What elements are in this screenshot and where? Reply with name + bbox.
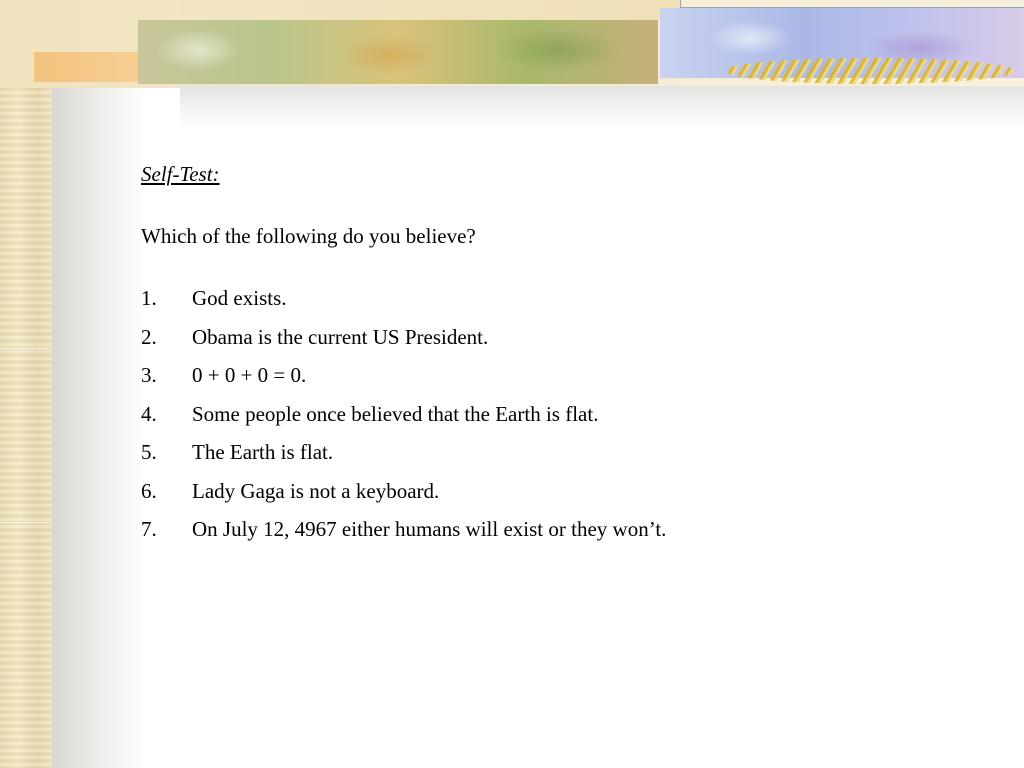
item-number: 4. <box>141 401 157 426</box>
item-text: God exists. <box>192 286 287 310</box>
item-number: 2. <box>141 324 157 349</box>
slide-content <box>141 160 1001 541</box>
banner-grass-image <box>725 58 1015 84</box>
item-number: 5. <box>141 440 157 464</box>
list-item <box>141 477 666 516</box>
item-text: Lady Gaga is not a keyboard. <box>192 478 440 503</box>
slide-intro: Which of the following do you believe? <box>141 224 476 248</box>
strip-seam <box>0 522 52 523</box>
top-shadow <box>180 86 1024 131</box>
item-number: 6. <box>141 478 157 503</box>
list-item <box>141 438 666 477</box>
list-item <box>141 400 666 439</box>
banner-leaves-image <box>138 20 658 84</box>
strip-seam <box>0 348 52 349</box>
banner-rule <box>680 0 681 8</box>
item-text: The Earth is flat. <box>192 440 334 464</box>
item-text: Some people once believed that the Earth is flat. <box>192 401 599 426</box>
item-text: 0 + 0 + 0 = 0. <box>192 363 307 387</box>
list-item <box>141 515 666 554</box>
item-number: 1. <box>141 286 157 310</box>
left-parchment-strip <box>0 0 52 768</box>
left-shadow <box>52 88 147 768</box>
slide-heading: Self-Test: <box>141 162 220 186</box>
belief-list <box>141 284 666 554</box>
item-text: On July 12, 4967 either humans will exist or they won’t. <box>192 517 667 541</box>
banner-rule <box>680 7 1024 8</box>
list-item <box>141 361 666 400</box>
item-text: Obama is the current US President. <box>192 324 489 349</box>
list-item <box>141 284 666 323</box>
item-number: 7. <box>141 517 157 541</box>
item-number: 3. <box>141 363 157 387</box>
banner-paper-strip <box>180 0 680 20</box>
list-item <box>141 323 666 362</box>
